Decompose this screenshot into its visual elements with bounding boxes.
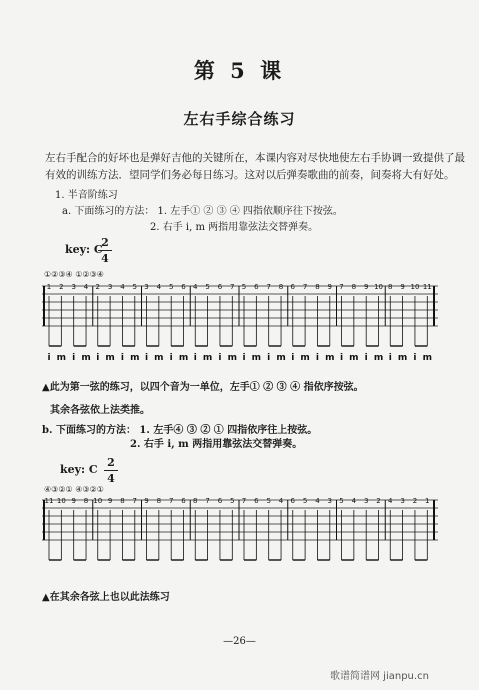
left-finger-row-2: ④③②① ④③②① [44,485,104,494]
tab-fret-number: 6 [290,497,295,505]
time-divider-1 [98,250,112,251]
right-hand-finger-label: i [315,353,319,363]
right-hand-finger-label: m [300,353,310,363]
tab-fret-number: 4 [120,283,125,291]
method-a-line-1: a. 下面练习的方法： 1. 左手① ② ③ ④ 四指依顺序往下按弦。 [62,206,343,217]
tab-fret-number: 1 [46,283,52,291]
tab-fret-number: 7 [302,283,308,291]
tab-fret-number: 3 [71,283,76,291]
tab-fret-number: 7 [230,283,235,291]
tab-fret-number: 3 [327,497,333,505]
time-bottom-2: 4 [107,472,115,485]
tab-fret-number: 7 [168,497,174,505]
tab-fret-number: 5 [205,283,210,291]
tab-fret-number: 7 [339,283,344,291]
tab-fret-number: 11 [44,497,54,505]
tab-fret-number: 5 [132,283,138,291]
tab-fret-number: 8 [388,283,393,291]
tab-fret-number: 9 [71,497,76,505]
right-hand-finger-label: i [364,353,368,363]
time-divider-2 [104,470,118,471]
right-hand-finger-label: m [154,353,164,363]
time-signature-1 [98,236,112,265]
tab-fret-number: 8 [120,497,125,505]
tab-fret-number: 4 [83,283,89,291]
tab-fret-number: 6 [217,283,223,291]
time-top-1: 2 [101,236,109,249]
method-b-line-1: b. 下面练习的方法： 1. 左手④ ③ ② ① 四指依序往上按弦。 [42,425,318,436]
intro-line-1: 左右手配合的好坏也是弹好吉他的关键所在，本课内容对尽快地使左右手协调一致提供了最 [45,152,465,164]
page-number: —26— [223,636,256,647]
right-hand-finger-label: m [105,353,115,363]
tab-barlines-1 [44,286,434,326]
tab-fret-number: 2 [95,283,100,291]
tab-fret-number: 7 [132,497,138,505]
site-watermark: 歌谱简谱网 jianpu.cn [330,671,429,682]
tab-fret-number: 7 [205,497,210,505]
tab-fret-number: 8 [193,497,198,505]
note-exercise-2: ▲在其余各弦上也以此法练习 [42,592,170,603]
right-hand-finger-label: i [47,353,51,363]
tab-fret-number: 3 [363,497,369,505]
right-hand-finger-label: m [251,353,262,363]
tab-fret-number: 4 [315,497,320,505]
tab-fret-number: 7 [266,283,271,291]
note-other-strings: 其余各弦依上法类推。 [50,405,150,416]
right-hand-finger-label: i [169,353,173,363]
tab-barlines-2 [44,500,434,540]
right-hand-finger-label: m [202,353,213,363]
tab-fret-number: 5 [241,283,247,291]
right-hand-finger-label: m [81,353,91,363]
tab-staff-2 [38,488,443,568]
right-hand-finger-label: m [373,353,384,363]
tab-fret-number: 6 [254,497,259,505]
tab-fret-number: 2 [412,497,418,505]
tab-fret-number: 9 [144,497,149,505]
tab-fret-number: 5 [339,497,344,505]
tab-fret-number: 8 [351,283,357,291]
key-label-1: key: C [65,243,103,256]
tab-fret-number: 10 [410,283,420,291]
right-hand-finger-label: i [120,353,124,363]
note-exercise-1: ▲此为第一弦的练习，以四个音为一单位，左手① ② ③ ④ 指依序按弦。 [42,382,364,393]
left-finger-row-1: ①②③④ ①②③④ [44,270,104,279]
intro-line-2: 有效的训练方法．望同学们务必每日练习。这对以后弹奏歌曲的前奏，间奏将大有好处。 [45,169,455,181]
tab-fret-number: 4 [278,497,284,505]
right-hand-finger-label: m [56,353,67,363]
tab-fret-number: 2 [376,497,381,505]
tab-fret-number: 3 [144,283,149,291]
right-hand-finger-label: m [422,353,432,363]
tab-fret-number: 1 [425,497,430,505]
tab-fret-number: 5 [230,497,235,505]
right-hand-finger-label: m [178,353,189,363]
time-signature-2 [104,456,118,485]
tab-fret-number: 10 [93,497,103,505]
lesson-title: 第 5 课 [193,58,286,83]
tab-fret-number: 4 [193,283,198,291]
right-hand-finger-label: m [325,353,335,363]
tab-fret-number: 5 [168,283,174,291]
time-bottom-1: 4 [101,252,109,265]
tab-fret-number: 9 [327,283,333,291]
tab-fret-number: 8 [156,497,162,505]
right-hand-finger-label: i [413,353,417,363]
tab-fret-number: 6 [217,497,223,505]
tab-fret-number: 7 [241,497,247,505]
right-hand-finger-label: i [96,353,100,363]
tab-fret-number: 6 [254,283,259,291]
tab-fret-number: 9 [400,283,405,291]
tab-fret-number: 4 [351,497,357,505]
tab-fret-number: 3 [107,283,113,291]
right-hand-finger-label: i [339,353,344,363]
tab-staff-1 [38,272,443,372]
key-label-2: key: C [60,463,98,476]
right-hand-finger-label: i [193,353,197,363]
right-hand-finger-label: m [276,353,286,363]
tab-fret-number: 6 [181,283,186,291]
tab-fret-number: 6 [290,283,295,291]
time-top-2: 2 [107,456,115,469]
tab-fret-number: 8 [83,497,89,505]
tab-fret-number: 11 [422,283,432,291]
method-a-line-2: 2. 右手 i, m 两指用靠弦法交替弹奏。 [150,222,319,233]
lesson-subtitle: 左右手综合练习 [183,110,296,128]
tab-fret-number: 5 [266,497,271,505]
tab-stems-1 [49,296,427,346]
tab-fret-number: 9 [107,497,113,505]
tab-fret-number: 10 [56,497,66,505]
tab-fret-number: 2 [59,283,64,291]
tab-fret-numbers-2 [45,497,430,505]
tab-fret-number: 10 [374,283,384,291]
tab-right-hand-1 [47,353,432,363]
right-hand-finger-label: i [242,353,246,363]
right-hand-finger-label: m [397,353,408,363]
right-hand-finger-label: i [218,353,222,363]
tab-fret-number: 8 [315,283,320,291]
right-hand-finger-label: i [144,353,149,363]
method-b-line-2: 2. 右手 i, m 两指用靠弦法交替弹奏。 [130,439,303,450]
tab-fret-number: 5 [302,497,308,505]
tab-fret-number: 8 [278,283,284,291]
section-heading-chromatic: 1. 半音阶练习 [55,190,118,201]
right-hand-finger-label: i [291,353,295,363]
right-hand-finger-label: i [388,353,392,363]
tab-fret-number: 6 [181,497,186,505]
right-hand-finger-label: i [72,353,76,363]
tab-fret-number: 4 [388,497,393,505]
tab-stems-2 [49,510,427,560]
right-hand-finger-label: i [267,353,271,363]
tab-fret-number: 4 [156,283,162,291]
tab-fret-number: 9 [363,283,369,291]
right-hand-finger-label: m [349,353,359,363]
tab-fret-number: 3 [400,497,405,505]
right-hand-finger-label: m [130,353,140,363]
right-hand-finger-label: m [227,353,237,363]
